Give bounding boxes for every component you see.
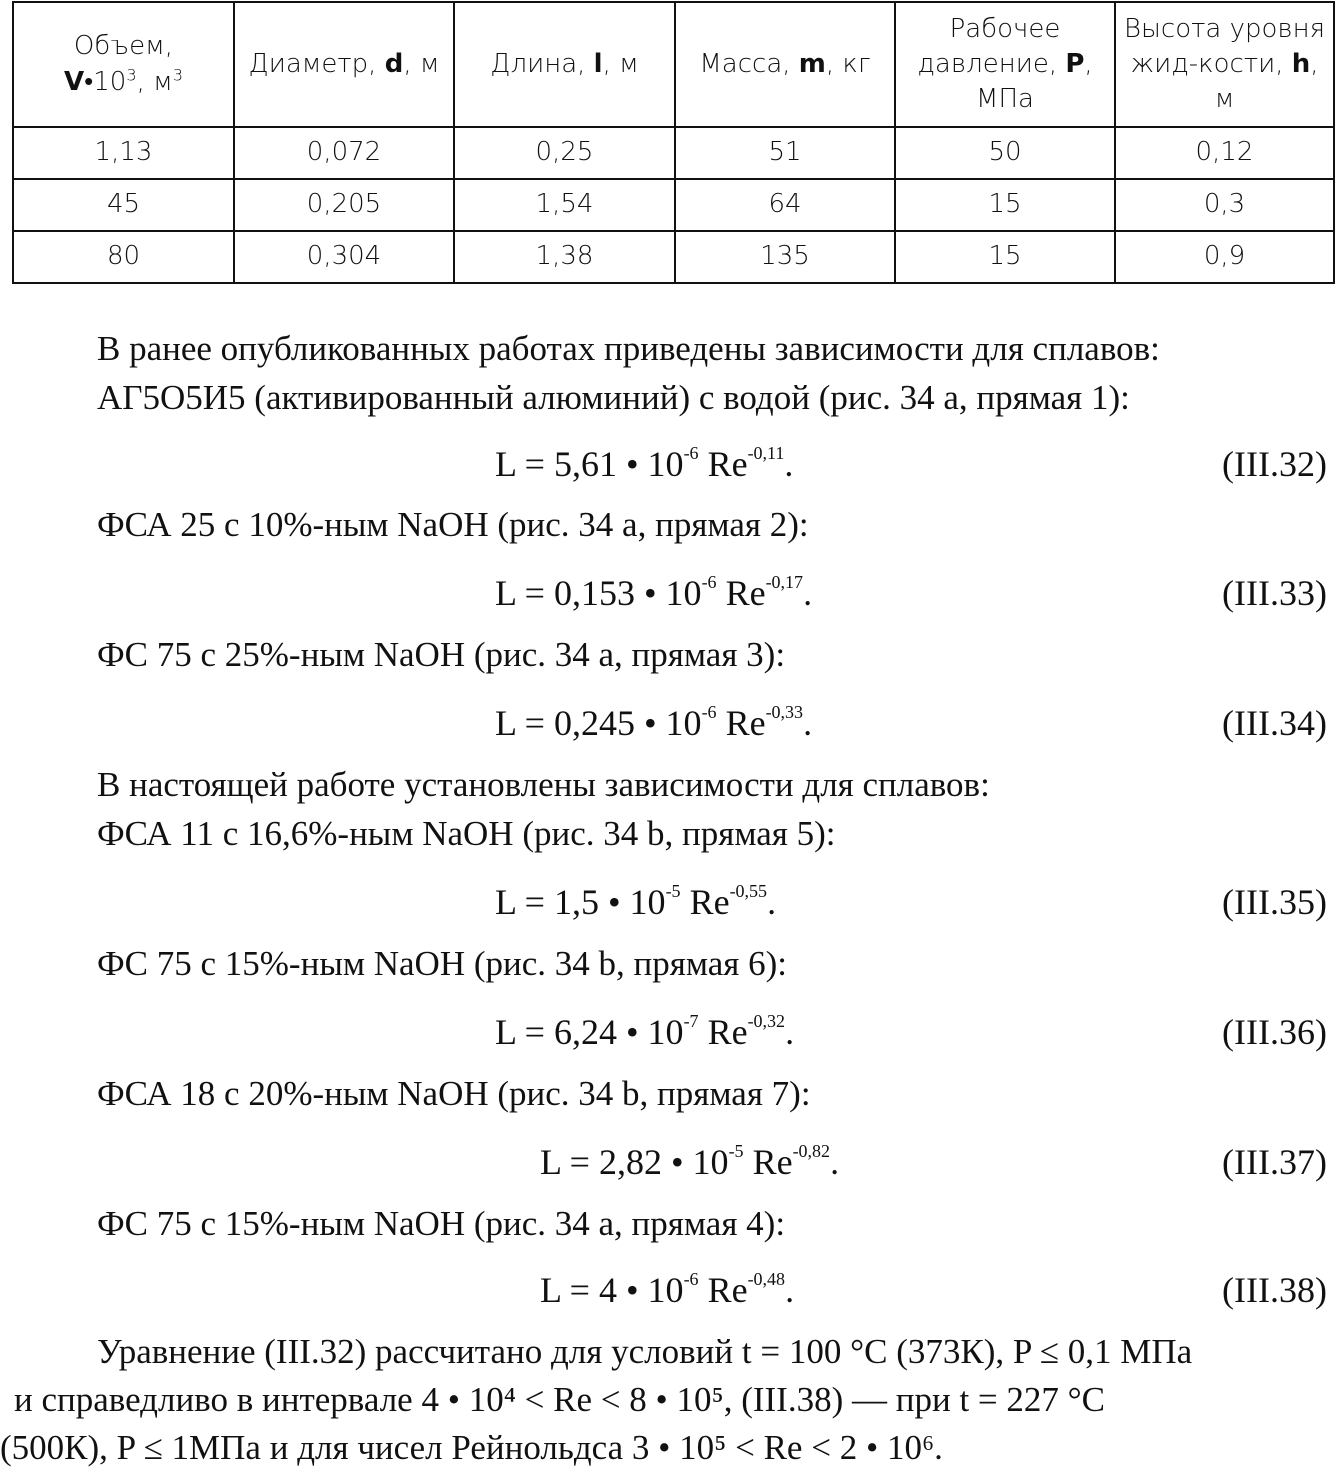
equation-number: (III.35) [1222, 882, 1327, 922]
header-pressure: Рабочее давление, P, МПа [895, 2, 1115, 127]
table-row [13, 179, 1334, 231]
equation-number: (III.33) [1222, 573, 1327, 613]
table-cell: 1,38 [454, 231, 675, 283]
header-diameter: Диаметр, d, м [234, 2, 454, 127]
paragraph-line: В настоящей работе установлены зависимости для сплавов: [97, 765, 990, 804]
equation-formula: L = 6,24 • $10^{-7}$ $Re^{-0,32}$. [495, 1010, 795, 1052]
paragraph-line: В ранее опубликованных работах приведены зависимости для сплавов: [97, 329, 1160, 368]
header-length: Длина, l, м [454, 2, 675, 127]
equation-formula: L = 2,82 • $10^{-5}$ $Re^{-0,82}$. [540, 1140, 840, 1182]
paragraph-line: ФСА 18 с 20%-ным NaOH (рис. 34 b, прямая 7): [97, 1074, 811, 1113]
header-mass: Масса, m, кг [675, 2, 895, 127]
table-cell: 51 [675, 127, 895, 179]
table-cell: 0,072 [234, 127, 454, 179]
table-cell: 135 [675, 231, 895, 283]
header-liquid-height: Высота уровня жид-кости, h, м [1115, 2, 1334, 127]
parameters-table [12, 1, 1335, 284]
paragraph-line: (500К), P ≤ 1МПа и для чисел Рейнольдса 3 • 10⁵ < Re < 2 • 10⁶. [0, 1428, 943, 1467]
table-cell: 0,9 [1115, 231, 1334, 283]
equation-number: (III.37) [1222, 1142, 1327, 1182]
table-cell: 0,304 [234, 231, 454, 283]
table-cell: 0,12 [1115, 127, 1334, 179]
equation-number: (III.32) [1222, 444, 1327, 484]
paragraph-line: и справедливо в интервале 4 • 10⁴ < Re < 8 • 10⁵, (III.38) — при t = 227 °С [14, 1380, 1105, 1419]
header-volume: Объем, $V•10^3$, $м^3$ [13, 2, 234, 127]
equation-number: (III.36) [1222, 1012, 1327, 1052]
paragraph-line: ФС 75 с 25%-ным NaOH (рис. 34 а, прямая 3): [97, 635, 786, 674]
table-row [13, 231, 1334, 283]
table-header-row [13, 2, 1334, 127]
table-cell: 1,54 [454, 179, 675, 231]
table-cell: 0,3 [1115, 179, 1334, 231]
equation-formula: L = 0,245 • $10^{-6}$ $Re^{-0,33}$. [495, 701, 813, 743]
paragraph-line: ФС 75 с 15%-ным NaOH (рис. 34 b, прямая 6): [97, 944, 788, 983]
equation-formula: L = 5,61 • $10^{-6}$ $Re^{-0,11}$. [495, 442, 794, 484]
equation-formula: L = 1,5 • $10^{-5}$ $Re^{-0,55}$. [495, 880, 777, 922]
table-cell: 0,25 [454, 127, 675, 179]
paragraph-line: ФСА 11 с 16,6%-ным NaOH (рис. 34 b, прямая 5): [97, 814, 836, 853]
table-cell: 0,205 [234, 179, 454, 231]
table-cell: 1,13 [13, 127, 234, 179]
equation-formula: L = 0,153 • $10^{-6}$ $Re^{-0,17}$. [495, 571, 813, 613]
paragraph-line: АГ5О5И5 (активированный алюминий) с водой (рис. 34 а, прямая 1): [97, 378, 1130, 417]
table-cell: 50 [895, 127, 1115, 179]
paragraph-line: ФСА 25 с 10%-ным NaOH (рис. 34 а, прямая 2): [97, 505, 809, 544]
equation-number: (III.34) [1222, 703, 1327, 743]
table-cell: 15 [895, 179, 1115, 231]
table-cell: 45 [13, 179, 234, 231]
table-row [13, 127, 1334, 179]
equation-formula: L = 4 • $10^{-6}$ $Re^{-0,48}$. [540, 1268, 795, 1310]
paragraph-line: ФС 75 с 15%-ным NaOH (рис. 34 а, прямая 4): [97, 1204, 786, 1243]
table-cell: 80 [13, 231, 234, 283]
paragraph-line: Уравнение (III.32) рассчитано для условий t = 100 °С (373К), P ≤ 0,1 МПа [97, 1332, 1193, 1371]
table-cell: 15 [895, 231, 1115, 283]
equation-number: (III.38) [1222, 1270, 1327, 1310]
table-cell: 64 [675, 179, 895, 231]
